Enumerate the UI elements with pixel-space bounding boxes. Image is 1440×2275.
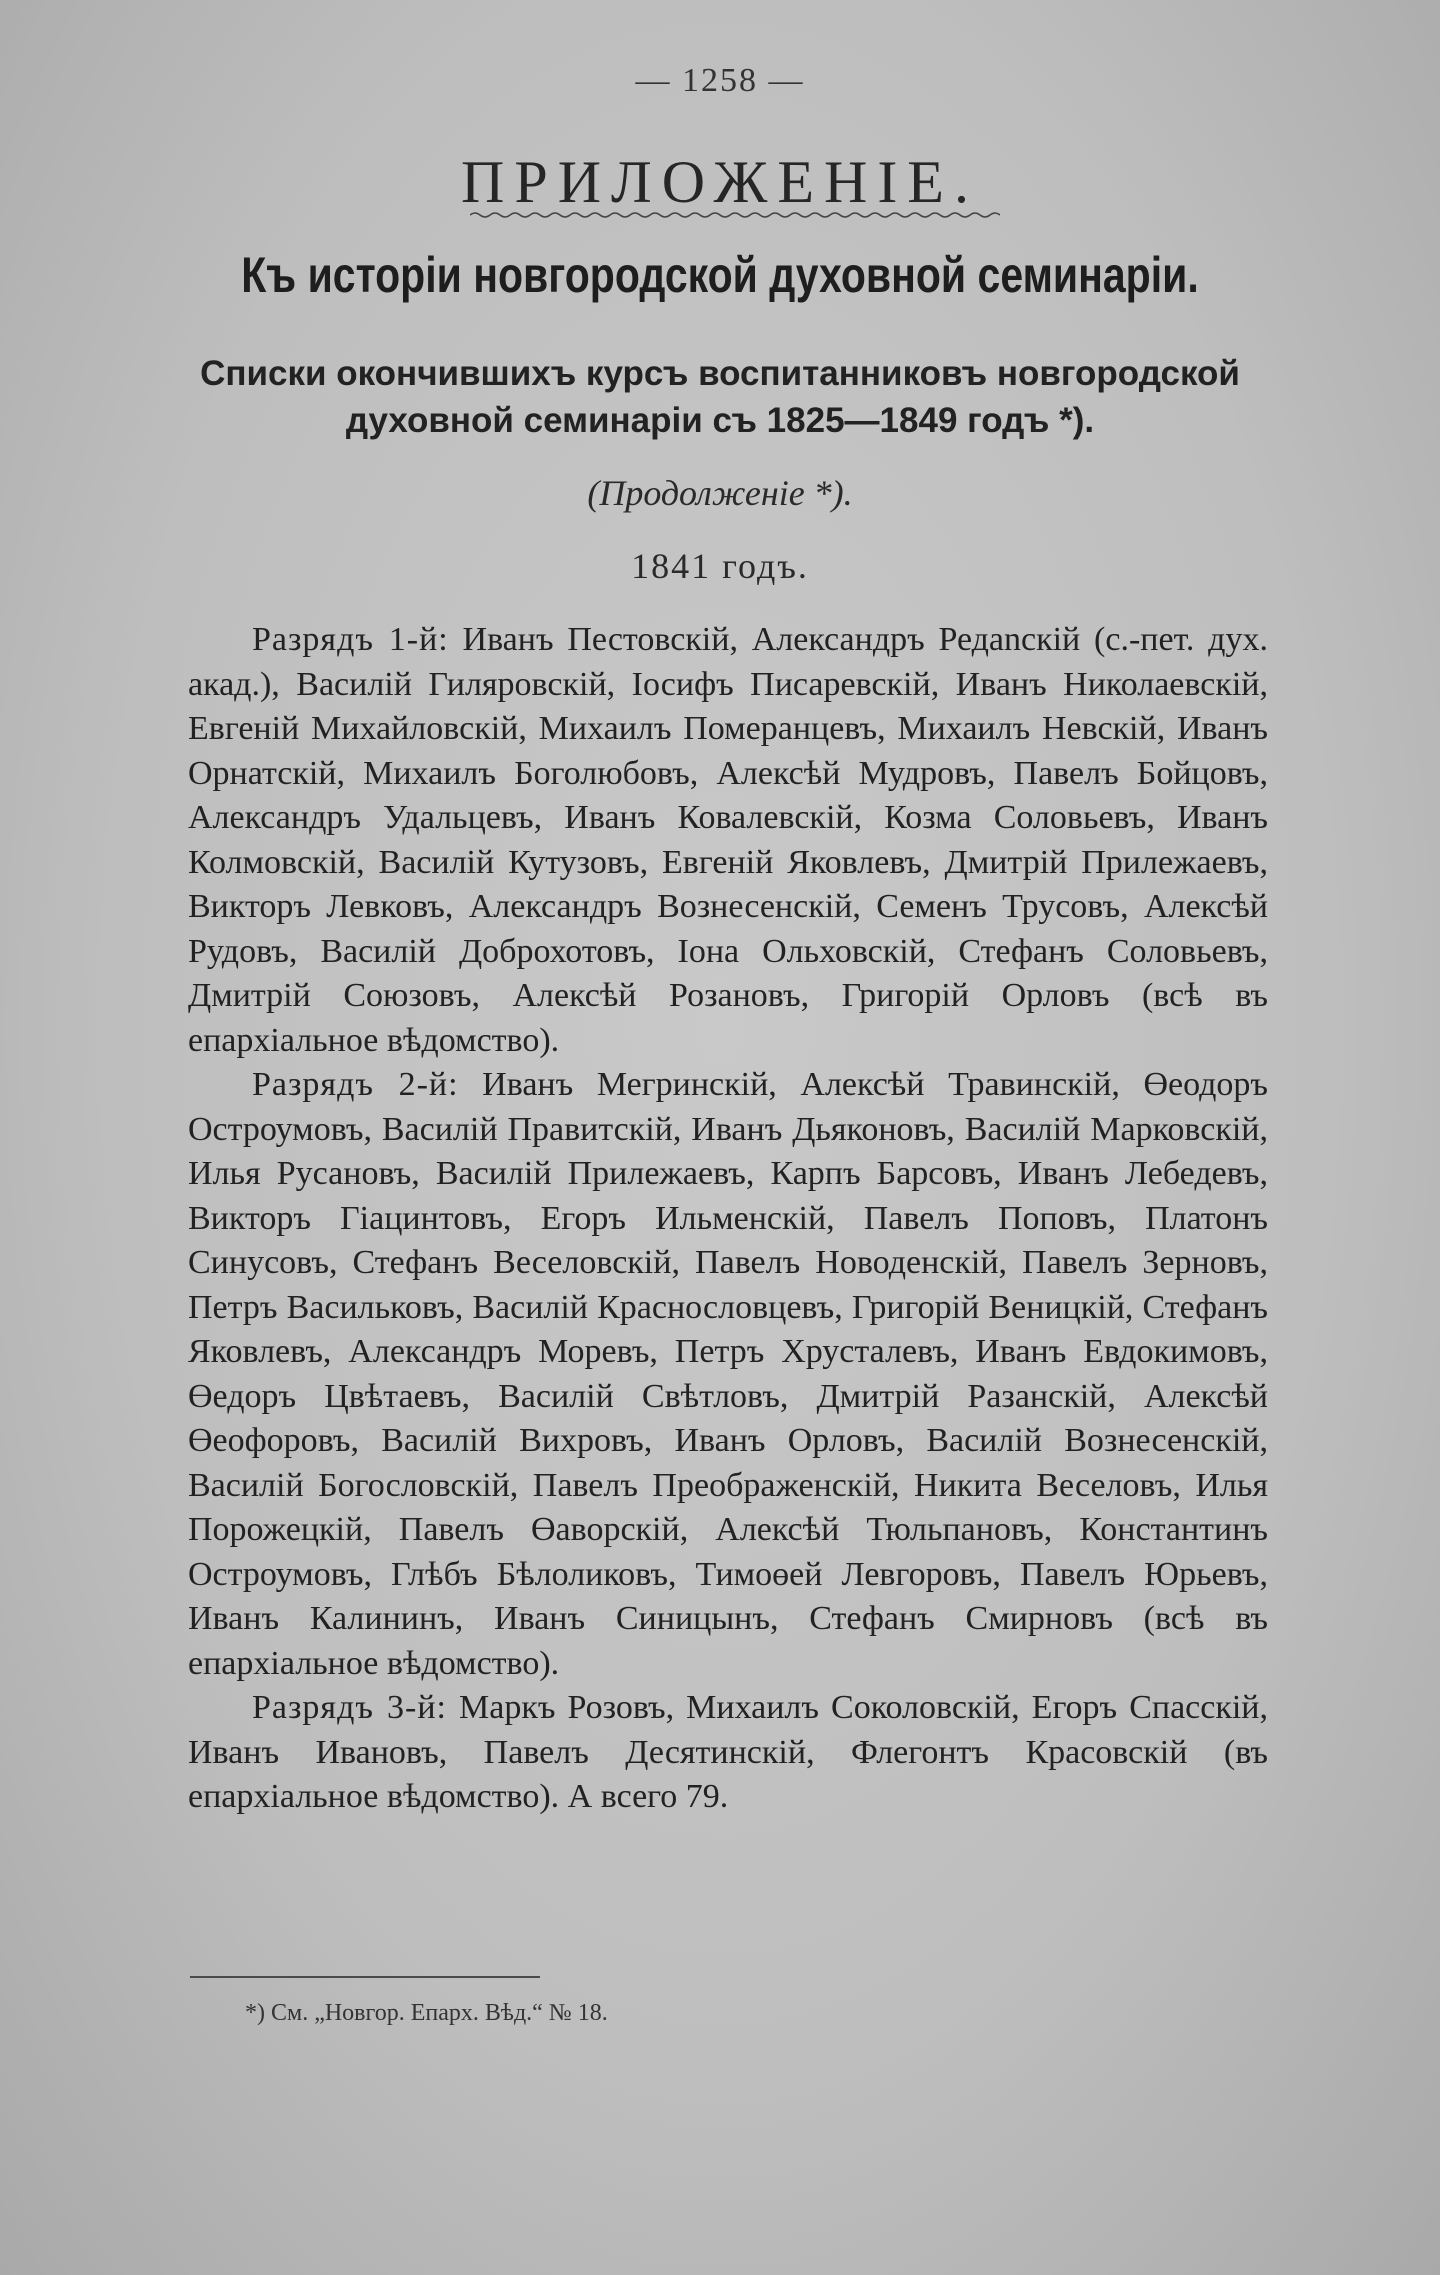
- body-text: [188, 618, 1268, 1820]
- category-names: Маркъ Розовъ, Михаилъ Соколовскій, Егоръ Спасскій, Иванъ Ивановъ, Павелъ Десятинскій, Флегонтъ Красовскій (въ епархіальное вѣдомство). А всего 79.: [188, 1689, 1268, 1815]
- category-paragraph: [188, 618, 1268, 1063]
- category-paragraph: [188, 1063, 1268, 1686]
- page-number: — 1258 —: [635, 62, 805, 99]
- continuation-note: (Продолженіе *).: [587, 473, 853, 513]
- category-names: Иванъ Пестовскій, Александръ Редanскій (с.-пет. дух. акад.), Василій Гиляровскій, Іосифъ Писаревскій, Иванъ Николаевскій, Евгеній Михайловскій, Михаилъ Померанцевъ, Михаилъ Невскій, Иванъ Орнатскій, Михаилъ Боголюбовъ, Алексѣй Мудровъ, Павелъ Бойцовъ, Александръ Удальцевъ, Иванъ Ковалевскій, Козма Соловьевъ, Иванъ Колмовскій, Василій Кутузовъ, Евгеній Яковлевъ, Дмитрій Прилежаевъ, Викторъ Левковъ, Александръ Вознесенскій, Семенъ Трусовъ, Алексѣй Рудовъ, Василій Доброхотовъ, Іона Ольховскій, Стефанъ Соловьевъ, Дмитрій Союзовъ, Алексѣй Розановъ, Григорій Орловъ (всѣ въ епархіальное вѣдомство).: [188, 621, 1268, 1059]
- category-label: Разрядъ 2-й:: [252, 1066, 459, 1103]
- subtitle: Списки окончившихъ курсъ воспитанниковъ новгородской духовной семинаріи съ 1825—1849 годъ *).: [200, 354, 1240, 440]
- main-title: Къ исторіи новгородской духовной семинаріи.: [241, 247, 1199, 303]
- wavy-underline: [470, 210, 1000, 220]
- appendix-title: ПРИЛОЖЕНІЕ.: [461, 149, 979, 215]
- year-heading: 1841 годъ.: [631, 546, 809, 586]
- category-label: Разрядъ 1-й:: [252, 621, 449, 658]
- category-names: Иванъ Мегринскій, Алексѣй Травинскій, Өеодоръ Остроумовъ, Василій Правитскій, Иванъ Дьяконовъ, Василій Марковскій, Илья Русановъ, Василій Прилежаевъ, Карпъ Барсовъ, Иванъ Лебедевъ, Викторъ Гіацинтовъ, Егоръ Ильменскій, Павелъ Поповъ, Платонъ Синусовъ, Стефанъ Веселовскій, Павелъ Новоденскій, Павелъ Зерновъ, Петръ Васильковъ, Василій Краснословцевъ, Григорій Веницкій, Стефанъ Яковлевъ, Александръ Моревъ, Петръ Хрусталевъ, Иванъ Евдокимовъ, Өедоръ Цвѣтаевъ, Василій Свѣтловъ, Дмитрій Разанскій, Алексѣй Өеофоровъ, Василій Вихровъ, Иванъ Орловъ, Василій Вознесенскій, Василій Богословскій, Павелъ Преображенскій, Никита Веселовъ, Илья Порожецкій, Павелъ Өаворскій, Алексѣй Тюльпановъ, Константинъ Остроумовъ, Глѣбъ Бѣлоликовъ, Тимоөей Левгоровъ, Павелъ Юрьевъ, Иванъ Калининъ, Иванъ Синицынъ, Стефанъ Смирновъ (всѣ въ епархіальное вѣдомство).: [188, 1066, 1268, 1682]
- footnote-divider: [190, 1976, 540, 1978]
- category-label: Разрядъ 3-й:: [252, 1689, 447, 1726]
- footnote: *) См. „Новгор. Епарх. Вѣд.“ № 18.: [245, 2000, 608, 2026]
- category-paragraph: [188, 1686, 1268, 1820]
